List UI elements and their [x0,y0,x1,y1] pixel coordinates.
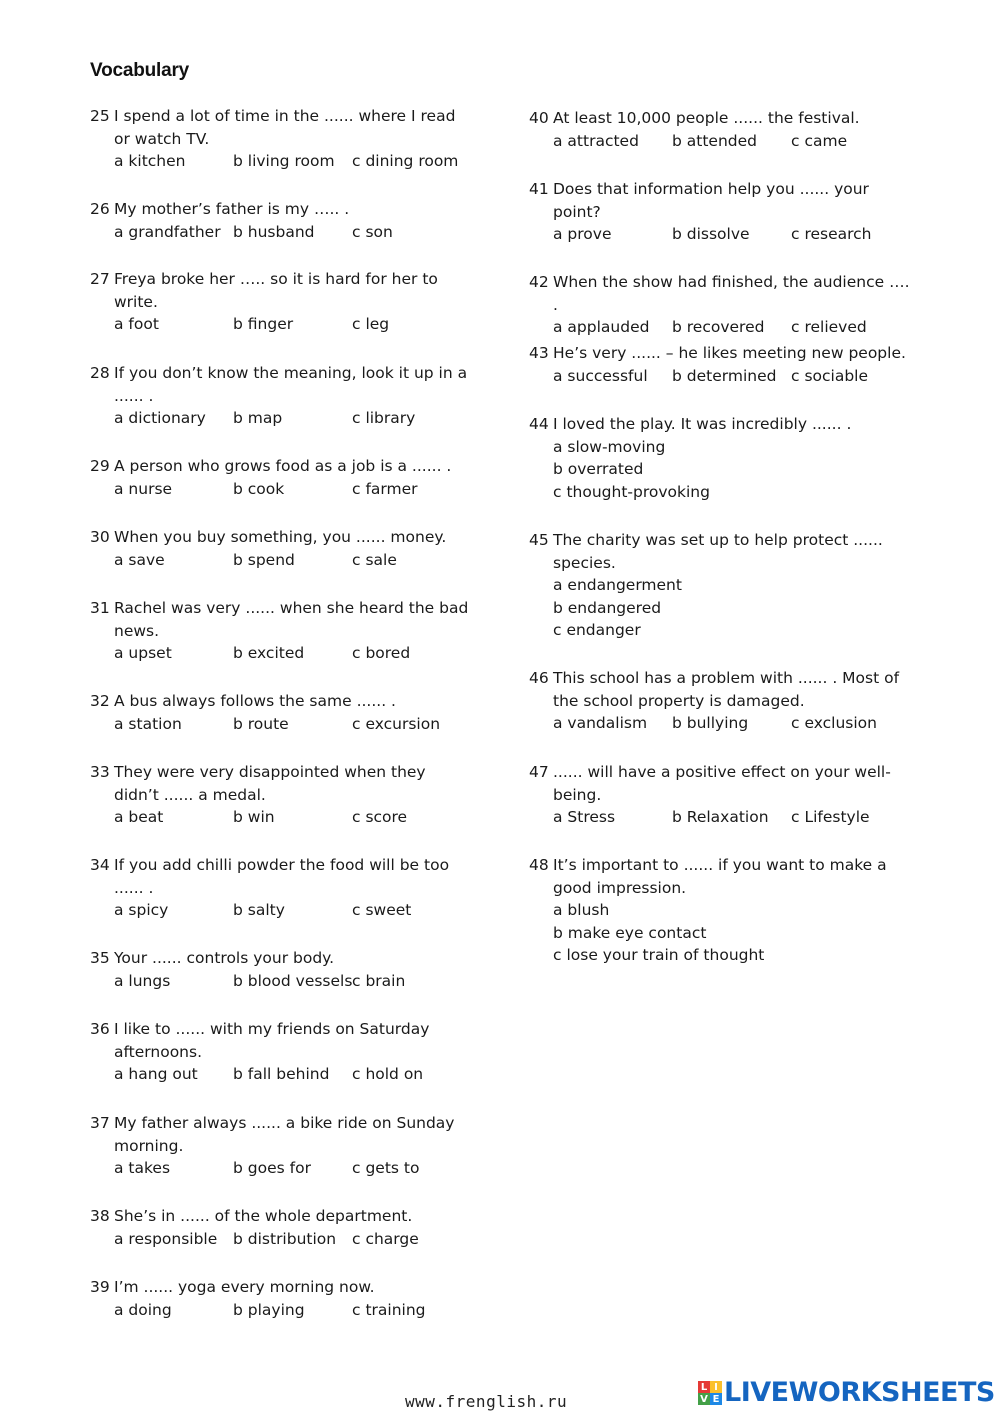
question-stem: A bus always follows the same ...... . [114,692,396,710]
options-row [114,221,475,244]
options-row [114,806,475,829]
option-a: a nurse [114,479,173,498]
option-b: b cook [233,479,285,498]
logo-tile-l: L [698,1381,710,1393]
option-b: b blood vessels [233,971,353,990]
question-stem: I loved the play. It was incredibly ...... . [553,415,852,433]
question-number: 33 [90,763,110,781]
option-c: c gets to [352,1159,420,1178]
question-stem: Freya broke her ….. so it is hard for her to write. [114,270,438,311]
option-c: c training [352,1300,426,1319]
question-stem: When the show had finished, the audience …. . [553,273,910,314]
question-stem: She’s in ...... of the whole department. [114,1207,413,1225]
options-row [114,970,475,993]
option-c: c charge [352,1229,419,1248]
options-row [553,365,914,388]
question-number: 27 [90,270,110,288]
option-a: a upset [114,644,172,663]
option-a: a spicy [114,901,169,920]
question-29 [90,455,475,500]
option-c: c sociable [791,366,869,385]
option-c: c research [791,225,872,244]
question-number: 29 [90,457,110,475]
question-number: 37 [90,1114,110,1132]
question-33 [90,761,475,829]
question-number: 48 [529,856,549,874]
question-stem: If you don’t know the meaning, look it up in a ...... . [114,364,468,405]
question-stem: I’m ...... yoga every morning now. [114,1278,375,1296]
question-36 [90,1018,475,1086]
question-44 [529,413,914,503]
question-stem: At least 10,000 people ...... the festival. [553,109,860,127]
option-a: a dictionary [114,409,206,428]
options-row [114,478,475,501]
question-number: 39 [90,1278,110,1296]
options-row [114,549,475,572]
question-26 [90,198,475,243]
option-b: b determined [672,366,777,385]
options-row [114,1228,475,1251]
question-number: 44 [529,415,549,433]
option-b: b Relaxation [672,808,769,827]
option-b: b route [233,714,289,733]
option-c: c Lifestyle [791,808,870,827]
question-number: 36 [90,1020,110,1038]
option-c: c dining room [352,152,459,171]
option-b: b living room [233,152,335,171]
question-number: 26 [90,200,110,218]
question-number: 40 [529,109,549,127]
question-stem: I like to ...... with my friends on Saturday afternoons. [114,1020,430,1061]
question-stem: This school has a problem with ...... . Most of the school property is damaged. [553,669,900,710]
option-c: c came [791,131,848,150]
options-row [114,150,475,173]
option-c: c sweet [352,901,412,920]
question-30 [90,526,475,571]
option-c: c library [352,409,416,428]
logo-tile-v: V [698,1393,710,1405]
question-41 [529,178,914,246]
question-number: 41 [529,180,549,198]
option-c: c son [352,222,393,241]
option-c: c thought-provoking [553,482,710,501]
option-c: c lose your train of thought [553,946,765,965]
question-number: 30 [90,528,110,546]
question-45 [529,529,914,642]
option-a: a slow-moving [553,437,666,456]
option-c: c hold on [352,1065,424,1084]
option-b: b spend [233,550,295,569]
question-number: 32 [90,692,110,710]
option-b: b win [233,808,275,827]
question-46 [529,667,914,735]
option-c: c farmer [352,479,418,498]
option-b: b distribution [233,1229,337,1248]
question-37 [90,1112,475,1180]
options-row [114,313,475,336]
option-b: b overrated [553,460,644,479]
question-43 [529,342,914,387]
option-a: a doing [114,1300,172,1319]
option-a: a grandfather [114,222,221,241]
option-c: c relieved [791,318,867,337]
option-a: a applauded [553,318,650,337]
question-stem: He’s very ...... – he likes meeting new people. [553,344,906,362]
question-stem: It’s important to ...... if you want to make a good impression. [553,856,887,897]
option-c: c brain [352,971,406,990]
question-stem: My mother’s father is my ….. . [114,200,350,218]
question-47 [529,761,914,829]
option-b: b recovered [672,318,765,337]
option-b: b fall behind [233,1065,330,1084]
question-number: 38 [90,1207,110,1225]
option-b: b endangered [553,598,662,617]
option-b: b attended [672,131,757,150]
question-27 [90,268,475,336]
option-a: a lungs [114,971,171,990]
option-c: c endanger [553,621,641,640]
option-c: c bored [352,644,411,663]
option-a: a blush [553,901,610,920]
option-b: b map [233,409,283,428]
question-39 [90,1276,475,1321]
option-b: b dissolve [672,225,750,244]
option-b: b excited [233,644,305,663]
options-row [114,407,475,430]
question-stem: Your ...... controls your body. [114,949,335,967]
question-stem: ...... will have a positive effect on your well-being. [553,763,891,804]
liveworksheets-brand[interactable] [698,1378,995,1408]
question-stem: My father always ...... a bike ride on Sunday morning. [114,1114,455,1155]
liveworksheets-logo-icon [698,1381,722,1405]
option-a: a hang out [114,1065,198,1084]
option-b: b bullying [672,714,749,733]
question-stem: A person who grows food as a job is a ...... . [114,457,452,475]
option-b: b salty [233,901,285,920]
options-row [553,316,914,339]
options-row [114,713,475,736]
options-row [114,1299,475,1322]
option-a: a vandalism [553,714,648,733]
options-row [114,1063,475,1086]
option-c: c leg [352,315,390,334]
question-40 [529,107,914,152]
logo-tile-i: I [710,1381,722,1393]
question-number: 45 [529,531,549,549]
question-number: 31 [90,599,110,617]
question-stem: They were very disappointed when they didn’t ...... a medal. [114,763,426,804]
option-b: b goes for [233,1159,311,1178]
option-a: a save [114,550,165,569]
question-28 [90,362,475,430]
option-a: a prove [553,225,612,244]
question-number: 43 [529,344,549,362]
question-35 [90,947,475,992]
question-stem: The charity was set up to help protect ...... species. [553,531,883,572]
question-stem: Does that information help you ...... your point? [553,180,869,221]
question-number: 25 [90,107,110,125]
option-a: a successful [553,366,648,385]
question-25 [90,105,475,173]
options-row [114,1157,475,1180]
question-stem: I spend a lot of time in the ...... where I read or watch TV. [114,107,456,148]
question-number: 42 [529,273,549,291]
question-31 [90,597,475,665]
option-c: c exclusion [791,714,877,733]
option-a: a kitchen [114,152,186,171]
options-row [553,712,914,735]
question-38 [90,1205,475,1250]
options-row [114,642,475,665]
question-34 [90,854,475,922]
question-stem: If you add chilli powder the food will be too ...... . [114,856,450,897]
options-row [553,223,914,246]
option-b: b make eye contact [553,923,707,942]
option-c: c score [352,808,408,827]
question-32 [90,690,475,735]
question-stem: Rachel was very ...... when she heard the bad news. [114,599,469,640]
question-number: 46 [529,669,549,687]
question-number: 47 [529,763,549,781]
brand-text: LIVEWORKSHEETS [724,1377,995,1408]
option-a: a endangerment [553,576,682,595]
question-number: 28 [90,364,110,382]
option-a: a beat [114,808,164,827]
page-title: Vocabulary [90,60,190,81]
option-a: a attracted [553,131,639,150]
logo-tile-e: E [710,1393,722,1405]
question-number: 35 [90,949,110,967]
option-b: b playing [233,1300,305,1319]
option-a: a Stress [553,808,616,827]
options-row [114,899,475,922]
footer-url[interactable]: www.frenglish.ru [405,1392,568,1411]
option-c: c excursion [352,714,441,733]
question-48 [529,854,914,967]
option-a: a takes [114,1159,171,1178]
options-row [553,130,914,153]
option-a: a responsible [114,1229,218,1248]
question-stem: When you buy something, you ...... money. [114,528,447,546]
options-row [553,806,914,829]
question-number: 34 [90,856,110,874]
question-42 [529,271,914,339]
option-b: b husband [233,222,315,241]
option-a: a foot [114,315,159,334]
option-c: c sale [352,550,397,569]
option-a: a station [114,714,182,733]
option-b: b finger [233,315,294,334]
